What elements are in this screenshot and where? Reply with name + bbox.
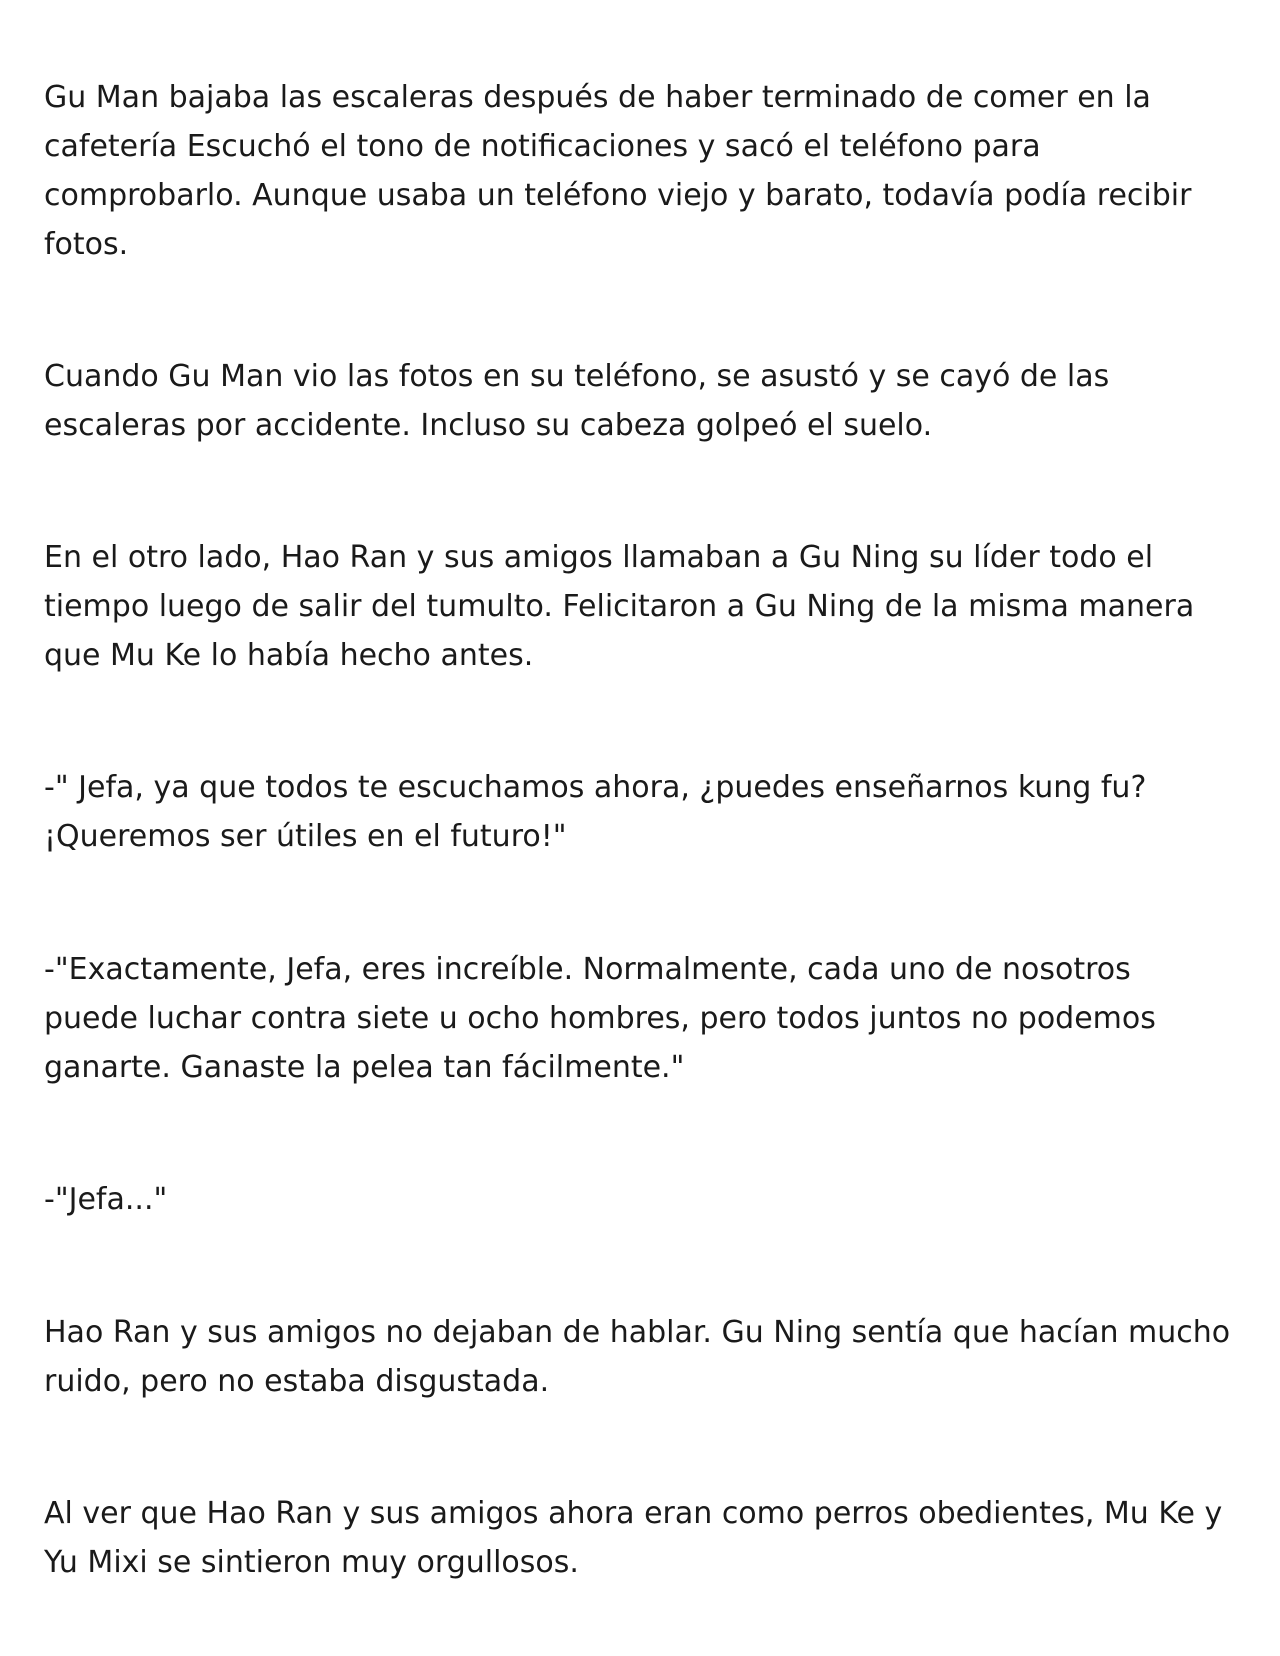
dialogue-paragraph-1: -" Jefa, ya que todos te escuchamos ahora, ¿puedes enseñarnos kung fu? ¡Queremos ser útiles en el futuro!" xyxy=(44,770,1147,854)
paragraph-3: En el otro lado, Hao Ran y sus amigos llamaban a Gu Ning su líder todo el tiempo luego de salir del tumulto. Felicitaron a Gu Ning de la misma manera que Mu Ke lo había hecho antes. xyxy=(44,540,1195,673)
paragraph-7: Hao Ran y sus amigos no dejaban de hablar. Gu Ning sentía que hacían mucho ruido, pero no estaba disgustada. xyxy=(44,1315,1231,1399)
paragraph-8: Al ver que Hao Ran y sus amigos ahora eran como perros obedientes, Mu Ke y Yu Mixi se sintieron muy orgullosos. xyxy=(44,1496,1223,1580)
paragraph-1: Gu Man bajaba las escaleras después de haber terminado de comer en la cafetería Escuchó el tono de notificaciones y sacó el teléfono para comprobarlo. Aunque usaba un teléfono viejo y barato, todavía podía recibir fotos. xyxy=(44,80,1192,262)
dialogue-paragraph-2: -"Exactamente, Jefa, eres increíble. Normalmente, cada uno de nosotros puede luchar contra siete u ocho hombres, pero todos juntos no podemos ganarte. Ganaste la pelea tan fácilmente." xyxy=(44,952,1156,1085)
paragraph-2: Cuando Gu Man vio las fotos en su teléfono, se asustó y se cayó de las escaleras por accidente. Incluso su cabeza golpeó el suelo. xyxy=(44,359,1110,443)
dialogue-paragraph-3: -"Jefa..." xyxy=(44,1182,168,1217)
